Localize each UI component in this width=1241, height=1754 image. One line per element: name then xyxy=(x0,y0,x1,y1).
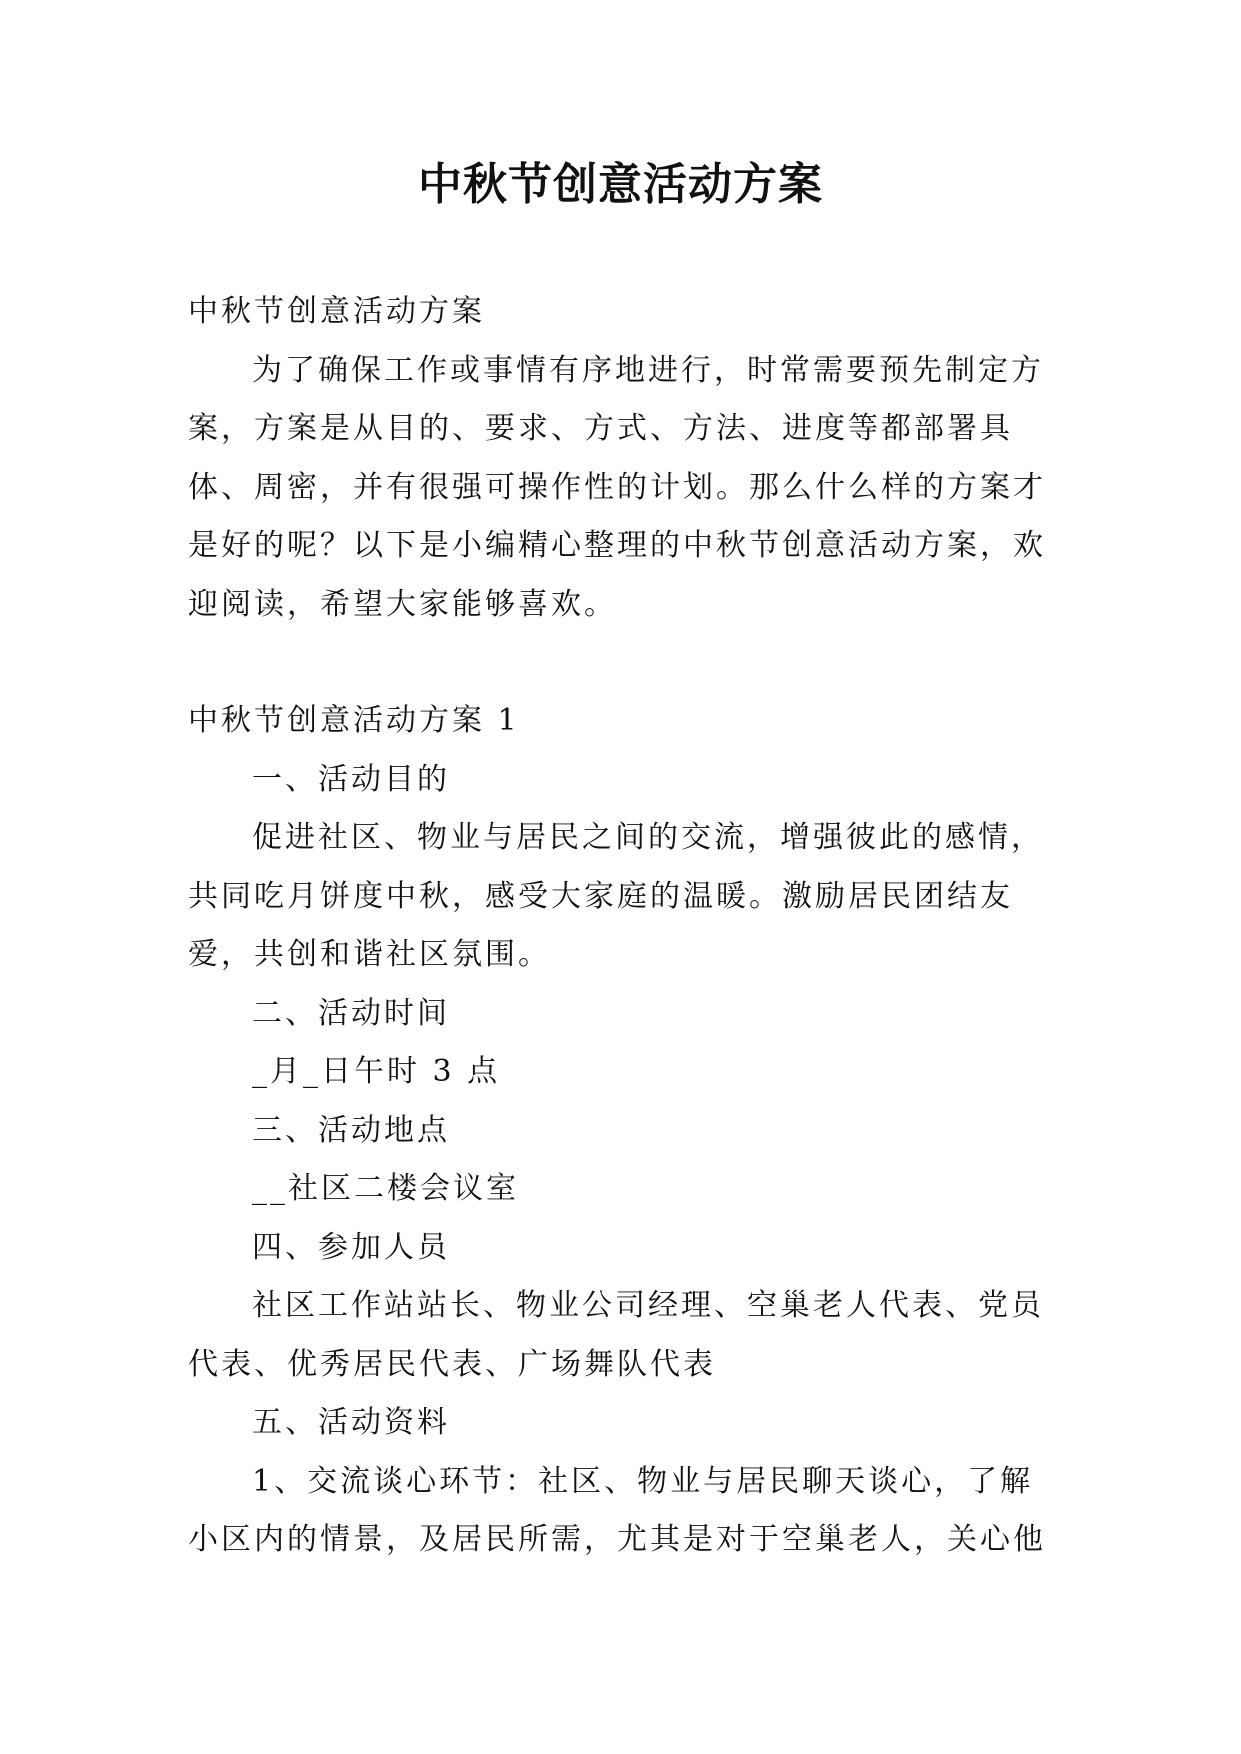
document-title: 中秋节创意活动方案 xyxy=(418,159,823,210)
heading-time: 二、活动时间 xyxy=(252,995,450,1031)
heading-materials: 五、活动资料 xyxy=(252,1405,450,1440)
materials-text: 1、交流谈心环节：社区、物业与居民聊天谈心，了解小区内的情景，及居民所需，尤其是对于空巢老人，关心他 xyxy=(188,1463,1046,1557)
intro-paragraph: 为了确保工作或事情有序地进行，时常需要预先制定方案，方案是从目的、要求、方式、方法、进度等都部署具体、周密，并有很强可操作性的计划。那么什么样的方案才是好的呢？以下是小编精心整理的中秋节创意活动方案，欢迎阅读，希望大家能够喜欢。 xyxy=(188,352,1046,622)
heading-location: 三、活动地点 xyxy=(252,1112,450,1148)
purpose-text: 促进社区、物业与居民之间的交流，增强彼此的感情，共同吃月饼度中秋，感受大家庭的温暖。激励居民团结友爱，共创和谐社区氛围。 xyxy=(188,820,1044,972)
section-title: 中秋节创意活动方案 1 xyxy=(188,703,520,738)
heading-participants: 四、参加人员 xyxy=(252,1229,450,1265)
document-body xyxy=(188,283,1058,1570)
time-text: _月_日午时 3 点 xyxy=(252,1054,501,1089)
section-spacer xyxy=(188,634,1058,692)
participants-text: 社区工作站站长、物业公司经理、空巢老人代表、党员代表、优秀居民代表、广场舞队代表 xyxy=(188,1288,1044,1382)
document-subtitle: 中秋节创意活动方案 xyxy=(188,294,485,329)
location-text: __社区二楼会议室 xyxy=(252,1171,519,1206)
heading-purpose: 一、活动目的 xyxy=(252,761,450,797)
